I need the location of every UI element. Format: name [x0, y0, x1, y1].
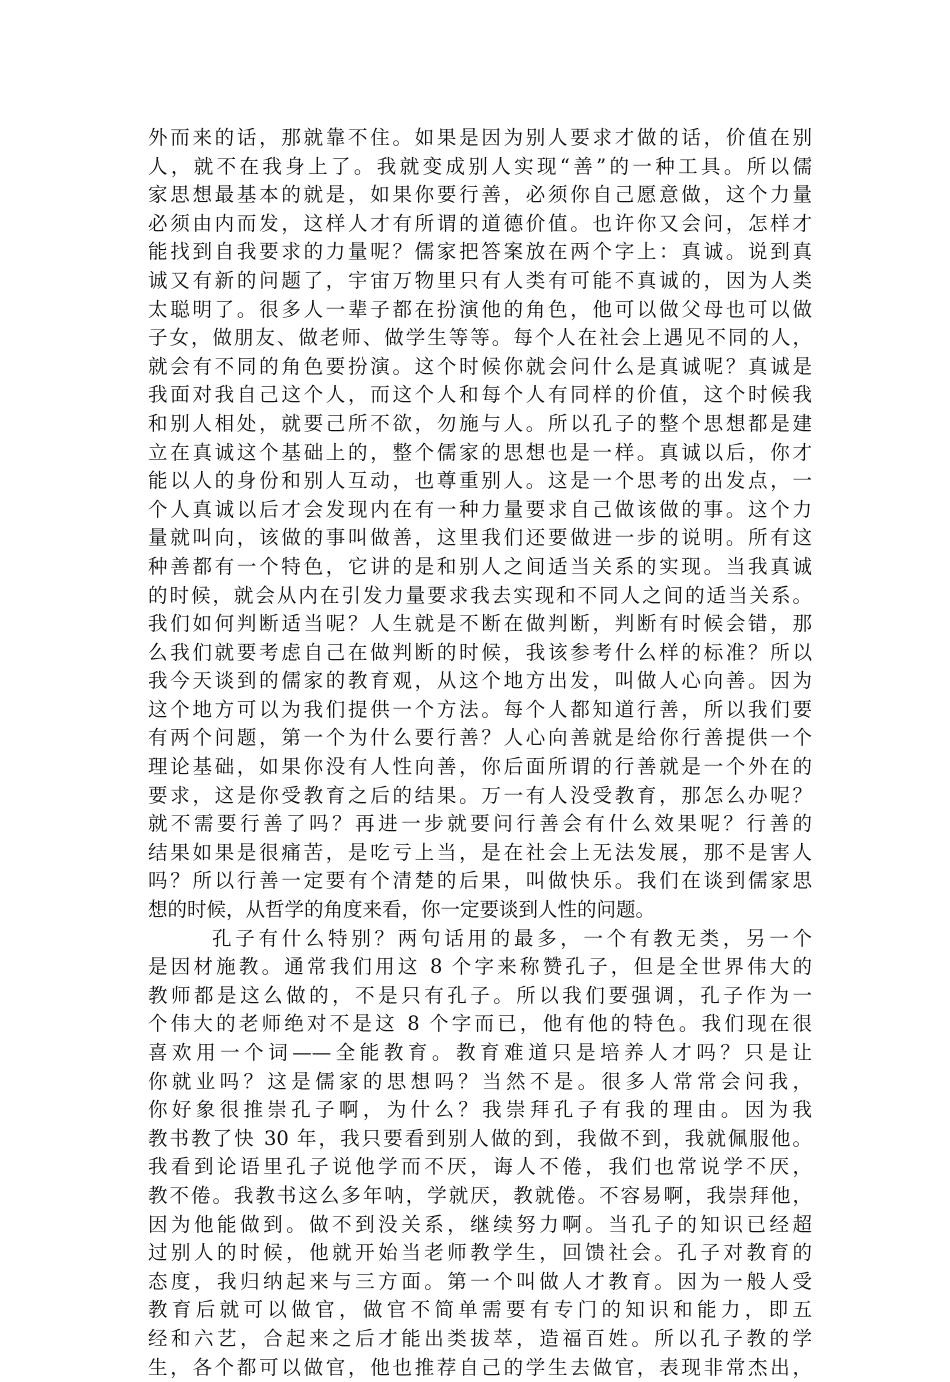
text-line: 理论基础，如果你没有人性向善，你后面所谓的行善就是一个外在的 — [148, 755, 812, 779]
body-text — [148, 124, 812, 1382]
text-line: 量就叫向，该做的事叫做善，这里我们还要做进一步的说明。所有这 — [148, 526, 812, 550]
text-line: 立在真诚这个基础上的，整个儒家的思想也是一样。真诚以后，你才 — [148, 440, 812, 464]
text-line: 想的时候，从哲学的角度来看，你一定要谈到人性的问题。 — [148, 898, 656, 922]
text-line: 我看到论语里孔子说他学而不厌，诲人不倦，我们也常说学不厌， — [148, 1155, 812, 1179]
text-line: 外而来的话，那就靠不住。如果是因为别人要求才做的话，价值在别 — [148, 126, 812, 149]
text-line: 态度，我归纳起来与三方面。第一个叫做人才教育。因为一般人受 — [148, 1269, 812, 1293]
text-line: 能找到自我要求的力量呢？儒家把答案放在两个字上：真诚。说到真 — [148, 240, 812, 264]
text-line-indented: 孔子有什么特别？两句话用的最多，一个有教无类，另一个 — [212, 926, 812, 950]
text-line: 和别人相处，就要己所不欲，勿施与人。所以孔子的整个思想都是建 — [148, 411, 812, 435]
text-line: 喜欢用一个词——全能教育。教育难道只是培养人才吗？只是让 — [148, 1041, 812, 1064]
text-line: 这个地方可以为我们提供一个方法。每个人都知道行善，所以我们要 — [148, 697, 812, 721]
text-line: 要求，这是你受教育之后的结果。万一有人没受教育，那怎么办呢？ — [148, 783, 812, 807]
text-line: 就不需要行善了吗？再进一步就要问行善会有什么效果呢？行善的 — [148, 812, 812, 836]
text-line: 个伟大的老师绝对不是这 8 个字而已，他有他的特色。我们现在很 — [148, 1012, 812, 1036]
text-line: 结果如果是很痛苦，是吃亏上当，是在社会上无法发展，那不是害人 — [148, 840, 812, 864]
text-line: 教师都是这么做的，不是只有孔子。所以我们要强调，孔子作为一 — [148, 983, 812, 1007]
paragraph-1 — [148, 124, 812, 925]
text-line: 过别人的时候，他就开始当老师教学生，回馈社会。孔子对教育的 — [148, 1241, 812, 1265]
text-line: 么我们就要考虑自己在做判断的时候，我该参考什么样的标准？所以 — [148, 640, 812, 664]
text-line: 我今天谈到的儒家的教育观，从这个地方出发，叫做人心向善。因为 — [148, 669, 812, 693]
text-line: 教不倦。我教书这么多年呐，学就厌，教就倦。不容易啊，我崇拜他， — [148, 1183, 812, 1207]
paragraph-2 — [148, 925, 812, 1382]
text-line: 诚又有新的问题了，宇宙万物里只有人类有可能不真诚的，因为人类 — [148, 268, 812, 292]
text-line: 太聪明了。很多人一辈子都在扮演他的角色，他可以做父母也可以做 — [148, 297, 812, 321]
text-line: 我面对我自己这个人，而这个人和每个人有同样的价值，这个时候我 — [148, 383, 812, 407]
text-line: 子女，做朋友、做老师、做学生等等。每个人在社会上遇见不同的人， — [148, 326, 812, 350]
text-line: 吗？所以行善一定要有个清楚的后果，叫做快乐。我们在谈到儒家思 — [148, 869, 812, 893]
text-line: 你就业吗？这是儒家的思想吗？当然不是。很多人常常会问我， — [148, 1069, 812, 1093]
text-line: 能以人的身份和别人互动，也尊重别人。这是一个思考的出发点，一 — [148, 469, 812, 493]
text-line: 教育后就可以做官，做官不简单需要有专门的知识和能力，即五 — [148, 1298, 812, 1322]
text-line: 人，就不在我身上了。我就变成别人实现“善”的一种工具。所以儒 — [148, 154, 812, 178]
text-line: 的时候，就会从内在引发力量要求我去实现和不同人之间的适当关系。 — [148, 583, 812, 607]
text-line: 你好象很推崇孔子啊，为什么？我崇拜孔子有我的理由。因为我 — [148, 1098, 812, 1122]
text-line: 家思想最基本的就是，如果你要行善，必须你自己愿意做，这个力量 — [148, 183, 812, 207]
text-line: 必须由内而发，这样人才有所谓的道德价值。也许你又会问，怎样才 — [148, 211, 812, 235]
text-line: 经和六艺，合起来之后才能出类拔萃，造福百姓。所以孔子教的学 — [148, 1326, 812, 1350]
text-line: 个人真诚以后才会发现内在有一种力量要求自己做该做的事。这个力 — [148, 497, 812, 521]
text-line: 有两个问题，第一个为什么要行善？人心向善就是给你行善提供一个 — [148, 726, 812, 750]
text-line: 因为他能做到。做不到没关系，继续努力啊。当孔子的知识已经超 — [148, 1212, 812, 1236]
text-line: 种善都有一个特色，它讲的是和别人之间适当关系的实现。当我真诚 — [148, 554, 812, 578]
text-line: 是因材施教。通常我们用这 8 个字来称赞孔子，但是全世界伟大的 — [148, 955, 812, 979]
text-line: 就会有不同的角色要扮演。这个时候你就会问什么是真诚呢？真诚是 — [148, 354, 812, 378]
text-line: 生，各个都可以做官，他也推荐自己的学生去做官，表现非常杰出， — [148, 1355, 812, 1379]
text-line: 我们如何判断适当呢？人生就是不断在做判断，判断有时候会错，那 — [148, 612, 812, 636]
text-line: 教书教了快 30 年，我只要看到别人做的到，我做不到，我就佩服他。 — [148, 1126, 812, 1150]
